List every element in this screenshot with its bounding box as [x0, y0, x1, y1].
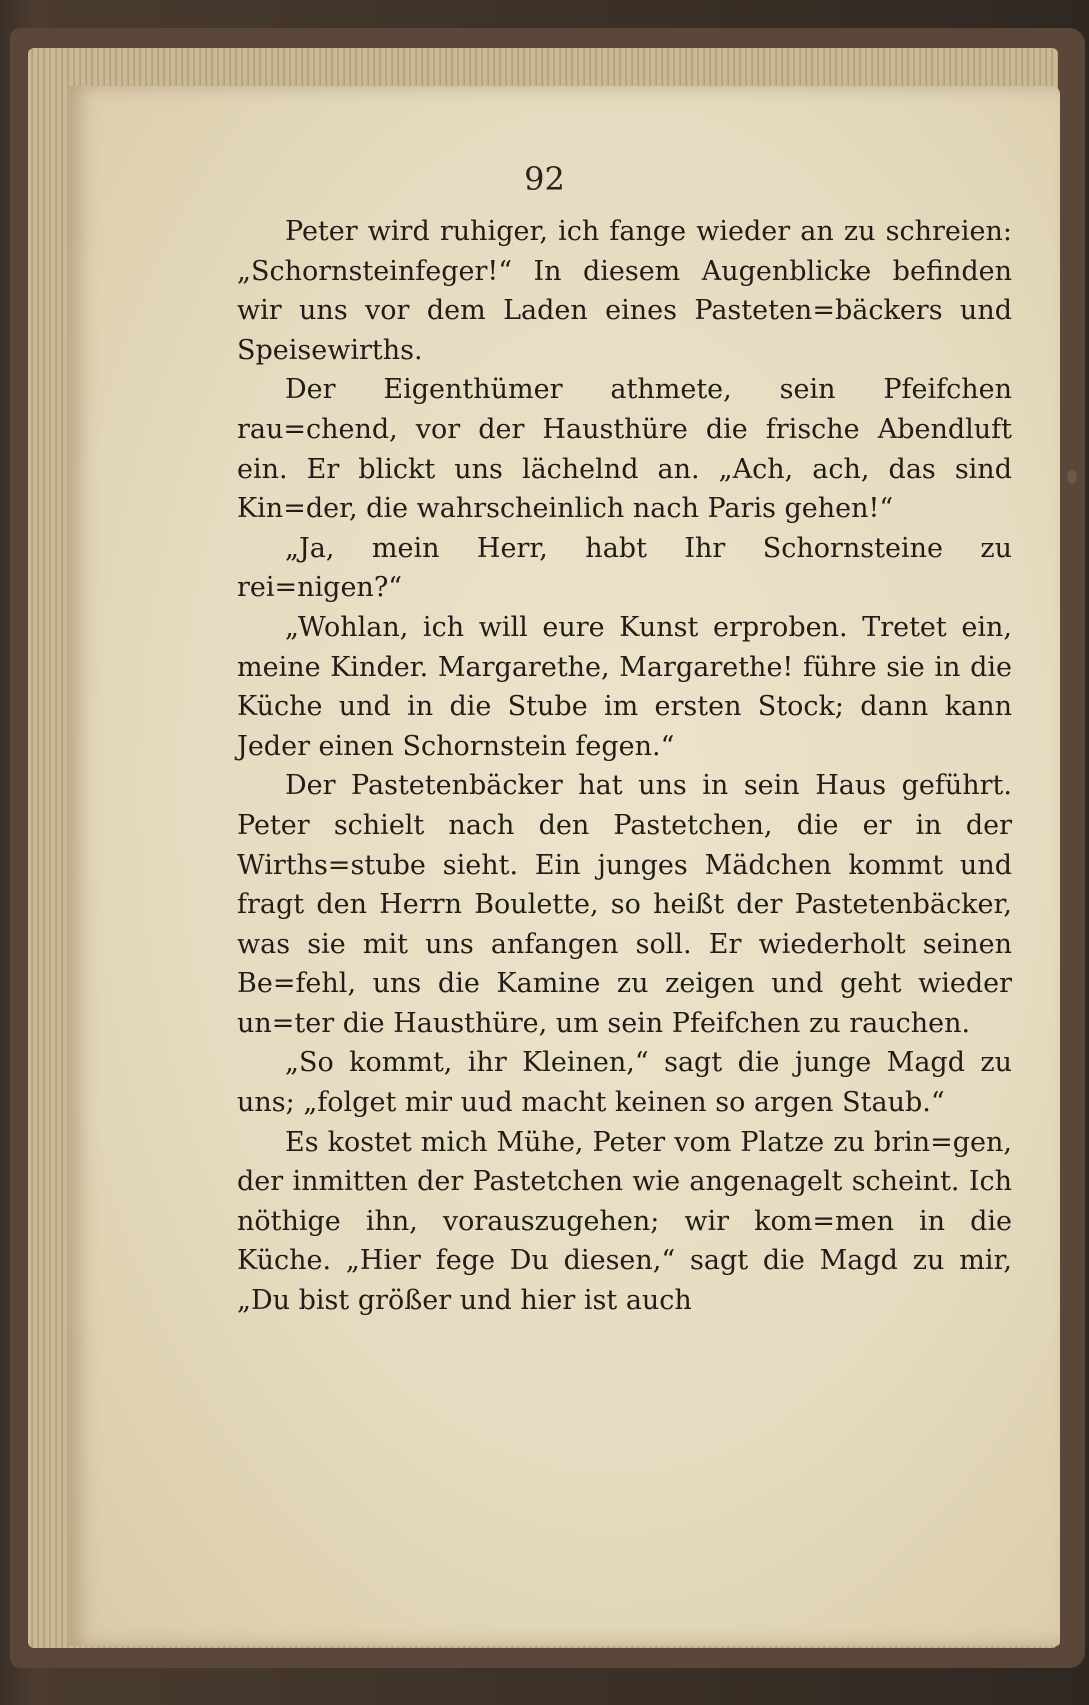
paragraph-4: „Wohlan, ich will eure Kunst erproben. Tretet ein, meine Kinder. Margarethe, Margarethe! führe sie in die Küche und in die Stube im ersten Stock; dann kann Jeder einen Schornstein fegen.“	[237, 611, 1012, 762]
paragraph-5: Der Pastetenbäcker hat uns in sein Haus geführt. Peter schielt nach den Pastetchen, die er in der Wirths=stube sieht. Ein junges Mädchen kommt und fragt den Herrn Boulette, so heißt der Pastetenbäcker, was sie mit uns anfangen soll. Er wiederholt seinen Be=fehl, uns die Kamine zu zeigen und geht wieder un=ter die Hausthüre, um sein Pfeifchen zu rauchen.	[237, 770, 1012, 1039]
paragraph-3: „Ja, mein Herr, habt Ihr Schornsteine zu rei=nigen?“	[237, 532, 1012, 604]
paragraph-2: Der Eigenthümer athmete, sein Pfeifchen rau=chend, vor der Hausthüre die frische Abendluft ein. Er blickt uns lächelnd an. „Ach, ach, das sind Kin=der, die wahrscheinlich nach Paris gehen!“	[237, 374, 1012, 525]
page-text	[237, 212, 1012, 1321]
paragraph-6: „So kommt, ihr Kleinen,“ sagt die junge Magd zu uns; „folget mir uud macht keinen so argen Staub.“	[237, 1047, 1012, 1119]
page-number: 92	[524, 160, 565, 198]
paragraph-1: Peter wird ruhiger, ich fange wieder an zu schreien: „Schornsteinfeger!“ In diesem Augenblicke befinden wir uns vor dem Laden eines Pasteten=bäckers und Speisewirths.	[237, 216, 1012, 366]
page-speck	[1067, 470, 1077, 484]
paragraph-7: Es kostet mich Mühe, Peter vom Platze zu brin=gen, der inmitten der Pastetchen wie angenagelt scheint. Ich nöthige ihn, vorauszugehen; wir kom=men in die Küche. „Hier fege Du diesen,“ sagt die Magd zu mir, „Du bist größer und hier ist auch	[237, 1126, 1012, 1317]
